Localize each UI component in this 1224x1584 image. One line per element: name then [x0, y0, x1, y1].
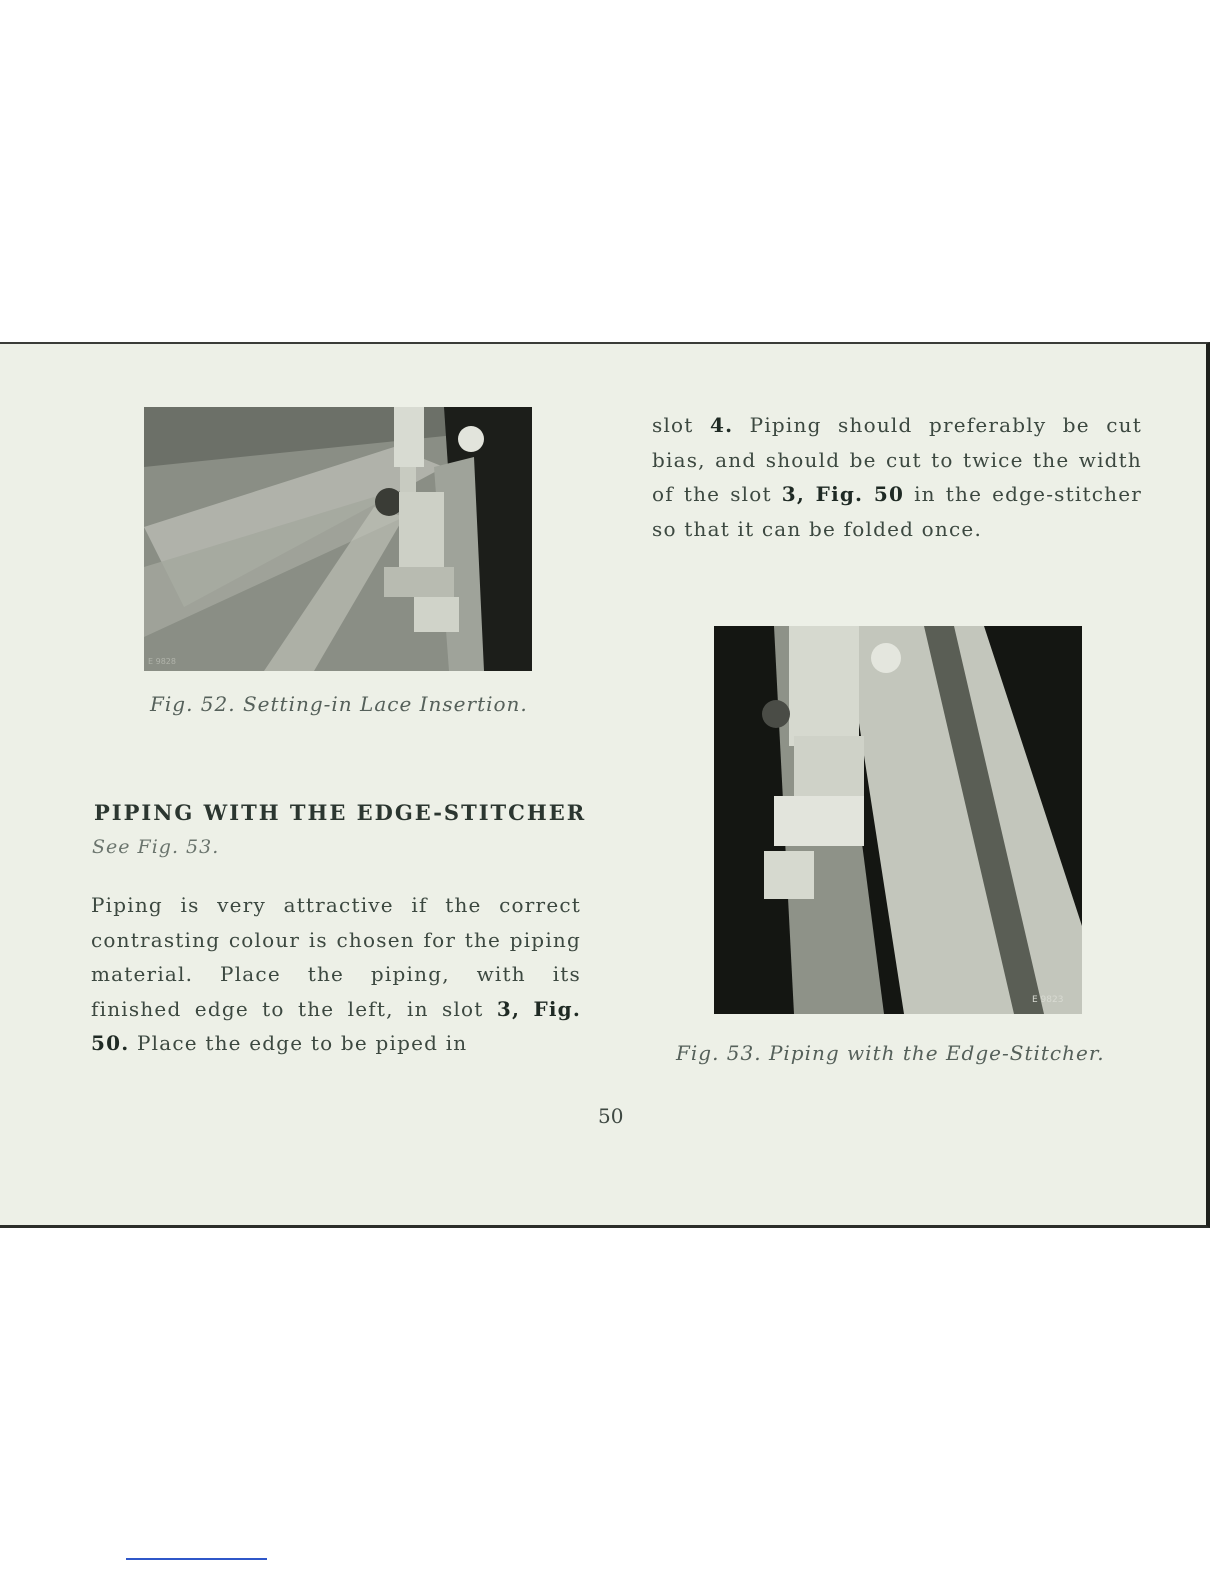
text-segment — [520, 997, 533, 1021]
bold-segment: 4. — [709, 413, 734, 437]
bold-segment: 3, Fig. 50 — [781, 482, 905, 506]
text-segment: in the edge-stitcher so that it can be folded once. — [652, 482, 1142, 541]
section-heading: PIPING WITH THE EDGE-STITCHER — [94, 800, 587, 825]
page-number: 50 — [598, 1104, 624, 1128]
scanned-page — [0, 342, 1210, 1228]
figure-52-caption: Fig. 52. Setting-in Lace Insertion. — [150, 692, 528, 716]
text-segment: Place the edge to be piped in — [129, 1031, 468, 1055]
see-figure-reference: See Fig. 53. — [92, 836, 220, 858]
text-segment: Piping should preferably be cut bias, and should be cut to twice the width of the slot — [652, 413, 1142, 506]
text-segment: slot — [652, 413, 710, 437]
hyperlink-underline[interactable] — [126, 1558, 267, 1560]
text-segment: Piping is very attractive if the correct contrasting colour is chosen for the piping material. Place the piping, with its finished edge to the left, in slot — [91, 893, 581, 1021]
figure-52-photo — [144, 407, 532, 671]
figure-53-caption: Fig. 53. Piping with the Edge-Stitcher. — [676, 1041, 1105, 1065]
figure-52-code: E 9828 — [148, 657, 176, 666]
figure-53-code: E 9823 — [1032, 995, 1064, 1005]
figure-53-photo — [714, 626, 1082, 1014]
right-column-paragraph — [652, 408, 1142, 546]
bold-segment: 3, — [496, 996, 521, 1021]
section-paragraph — [91, 888, 581, 1061]
bold-segment: Fig. 50. — [91, 996, 582, 1055]
